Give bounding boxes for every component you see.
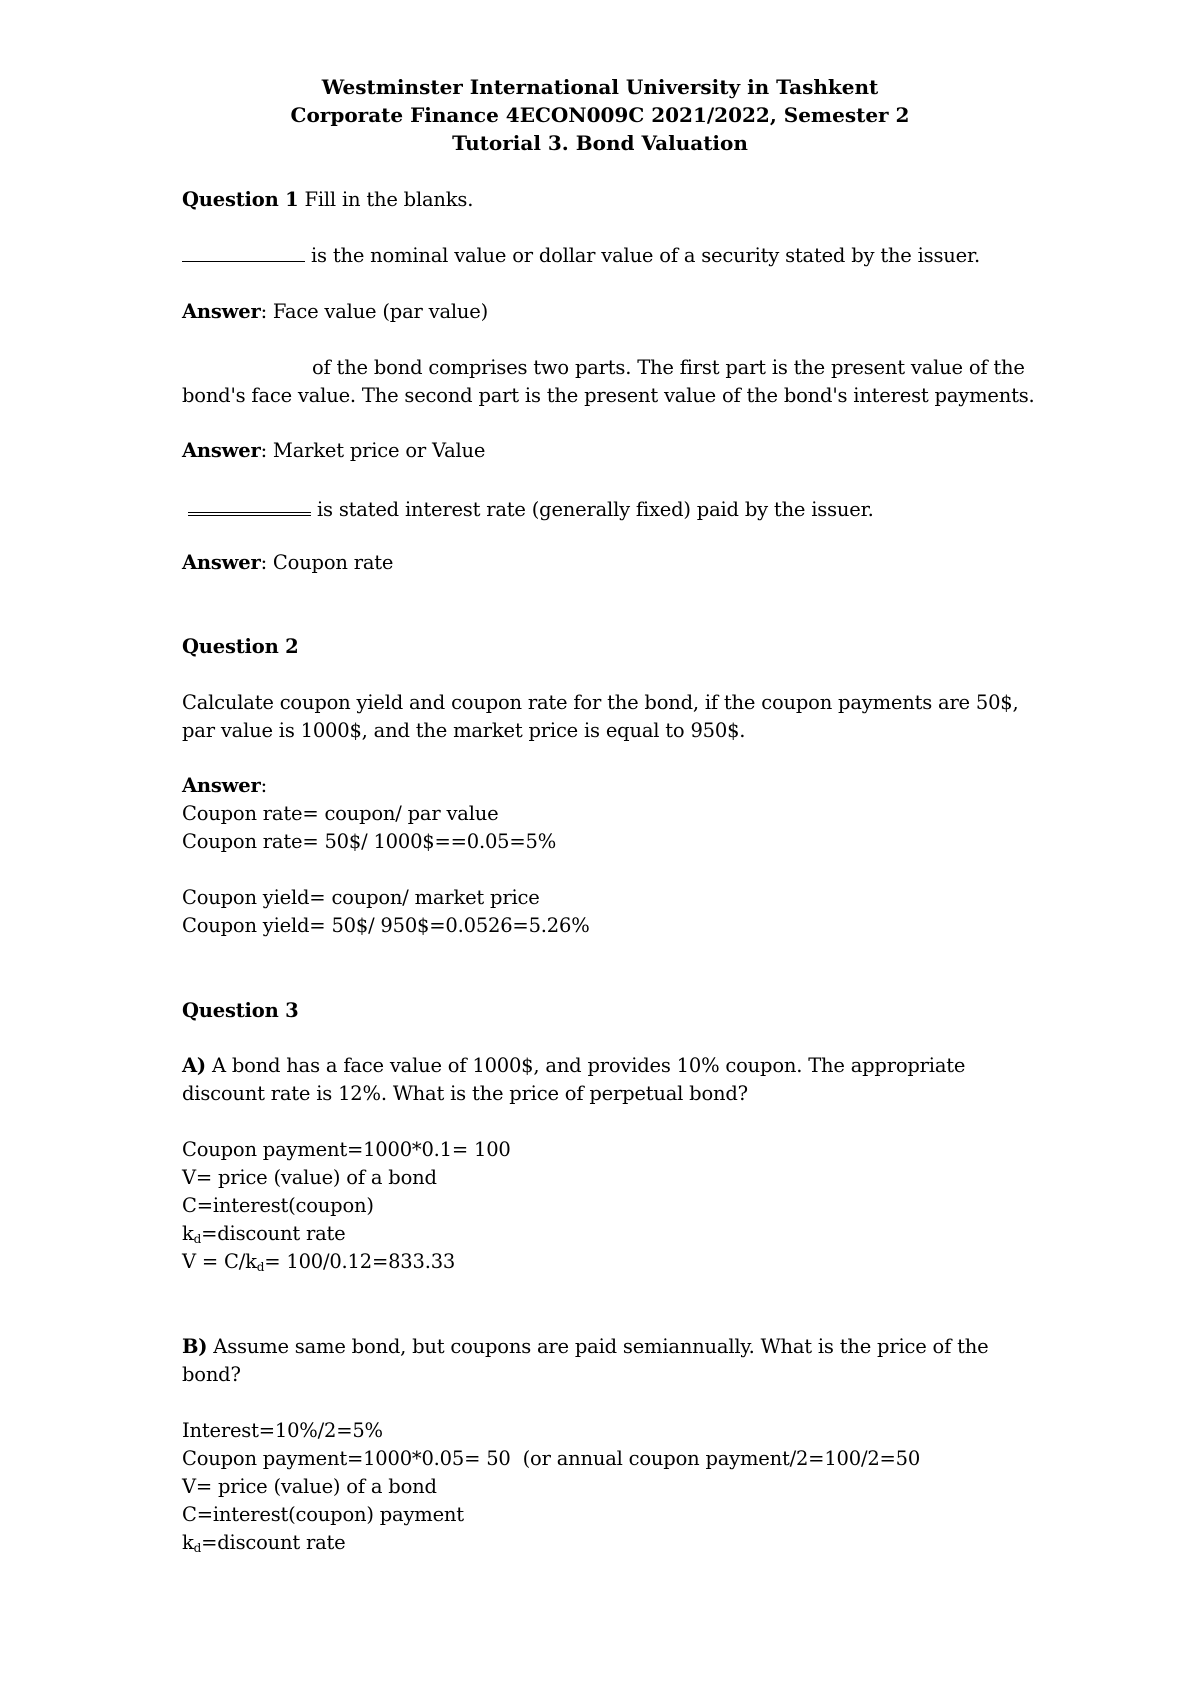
q3b-calc-5 [182,1530,346,1556]
d-subscript: d [193,1541,202,1555]
answer-label: Answer [182,439,261,462]
part-b-label: B) [182,1335,208,1358]
q2-calc-3: Coupon yield= coupon/ market price [182,886,540,909]
q1-answer-2-text: : Market price or Value [260,439,486,462]
fill-blank-1 [182,243,305,262]
q3b-calc-5-text: =discount rate [201,1531,346,1554]
q1-item-1-text: is the nominal value or dollar value of a security stated by the issuer. [305,244,980,267]
q1-item-3 [182,494,874,523]
question-1-prompt: Fill in the blanks. [298,188,474,211]
q1-item-3-text: is stated interest rate (generally fixed) paid by the issuer. [311,498,874,521]
part-a-label: A) [182,1054,206,1077]
q3b-line-1 [182,1334,988,1360]
question-3-label: Question 3 [182,999,299,1022]
q3a-calc-5 [182,1249,455,1275]
q1-item-2-line-2: bond's face value. The second part is the present value of the bond's interest payments. [182,384,1035,407]
q2-calc-2: Coupon rate= 50$/ 1000$==0.05=5% [182,830,557,853]
k-symbol: k [182,1222,194,1245]
q2-calc-1: Coupon rate= coupon/ par value [182,802,499,825]
q2-line-2: par value is 1000$, and the market price is equal to 950$. [182,719,746,742]
q3a-calc-5-post: = 100/0.12=833.33 [264,1250,456,1273]
k-symbol: k [182,1531,194,1554]
q2-answer-heading [182,773,267,799]
d-subscript: d [256,1260,265,1274]
q2-calc-4: Coupon yield= 50$/ 950$=0.0526=5.26% [182,914,590,937]
university-title: Westminster International University in Tashkent [321,75,879,99]
d-subscript: d [193,1232,202,1246]
q3a-line-1-text: A bond has a face value of 1000$, and provides 10% coupon. The appropriate [205,1054,966,1077]
question-1-label: Question 1 [182,188,299,211]
answer-label: Answer [182,300,261,323]
course-title: Corporate Finance 4ECON009C 2021/2022, Semester 2 [290,103,910,127]
q3b-line-2: bond? [182,1363,241,1386]
q1-answer-2 [182,438,485,464]
q3b-line-1-text: Assume same bond, but coupons are paid semiannually. What is the price of the [207,1335,989,1358]
q3b-calc-1: Interest=10%/2=5% [182,1419,383,1442]
q3b-calc-2: Coupon payment=1000*0.05= 50 (or annual coupon payment/2=100/2=50 [182,1447,921,1470]
q3a-calc-4-text: =discount rate [201,1222,346,1245]
fill-blank-3 [188,494,311,516]
answer-label: Answer [182,774,261,797]
q1-item-1 [182,243,980,269]
q1-item-2-line-1: of the bond comprises two parts. The first part is the present value of the [312,356,1025,379]
q3a-calc-5-pre: V = C/k [182,1250,257,1273]
q1-answer-1-text: : Face value (par value) [260,300,489,323]
tutorial-title: Tutorial 3. Bond Valuation [452,131,748,155]
q1-answer-1 [182,299,488,325]
q1-answer-3-text: : Coupon rate [260,551,394,574]
answer-colon: : [260,774,267,797]
q3a-calc-1: Coupon payment=1000*0.1= 100 [182,1138,511,1161]
q2-line-1: Calculate coupon yield and coupon rate for the bond, if the coupon payments are 50$, [182,691,1019,714]
q3a-calc-4 [182,1221,346,1247]
q3b-calc-4: C=interest(coupon) payment [182,1503,464,1526]
q1-answer-3 [182,550,393,576]
question-1-heading [182,187,473,213]
question-2-label: Question 2 [182,635,299,658]
q3a-line-2: discount rate is 12%. What is the price of perpetual bond? [182,1082,748,1105]
answer-label: Answer [182,551,261,574]
q3a-calc-2: V= price (value) of a bond [182,1166,437,1189]
q3a-calc-3: C=interest(coupon) [182,1194,374,1217]
q3b-calc-3: V= price (value) of a bond [182,1475,437,1498]
q3a-line-1 [182,1053,965,1079]
